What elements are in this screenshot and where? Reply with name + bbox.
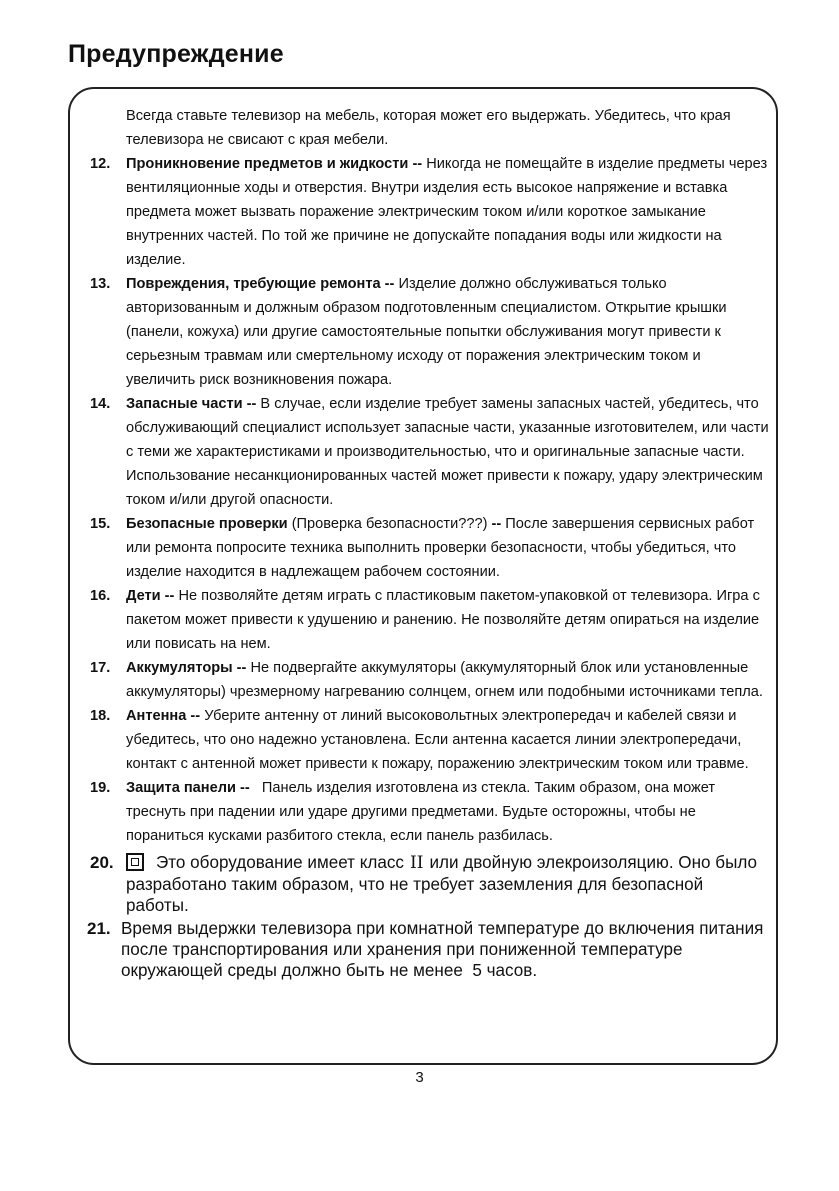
- item-number: 20.: [90, 853, 114, 872]
- page-number: 3: [415, 1069, 424, 1086]
- list-item-20: [90, 852, 770, 916]
- item-heading: Повреждения, требующие ремонта --: [126, 276, 395, 292]
- item-body: [126, 584, 770, 656]
- item-text: Не позволяйте детям играть с пластиковым пакетом-упаковкой от телевизора. Игра с пакетом может привести к удушению и ранению. Не позволяйте детям опираться на изделие или повисать на нем.: [126, 588, 760, 652]
- list-item-21: [87, 918, 770, 981]
- warning-list: [87, 104, 770, 981]
- list-item-14: [90, 392, 770, 512]
- item-text: (Проверка безопасности???): [287, 516, 492, 532]
- item-number: 17.: [90, 660, 111, 676]
- item-body: [126, 512, 770, 584]
- class-roman-numeral: II: [409, 853, 424, 873]
- item-body: [126, 392, 770, 512]
- item-number: 16.: [90, 588, 111, 604]
- list-item-12: [90, 152, 770, 272]
- item-number: 18.: [90, 708, 111, 724]
- item-text-continued: После завершения сервисных работ или ремонта попросите техника выполнить проверки безопасности, чтобы убедиться, что изделие находится в надлежащем рабочем состоянии.: [126, 516, 755, 580]
- item-text: Это оборудование имеет класс: [156, 853, 404, 872]
- double-insulation-icon: [126, 853, 144, 871]
- item-body: Время выдержки телевизора при комнатной температуре до включения питания после транспортирования или хранения при пониженной температуре окружающей среды должно быть не менее 5 часов.: [121, 919, 769, 980]
- item-text: Панель изделия изготовлена из стекла. Таким образом, она может треснуть при падении или ударе другими предметами. Будьте осторожны, чтобы не пораниться кусками разбитого стекла, если панель разбилась.: [126, 780, 720, 844]
- item-heading: Антенна --: [126, 708, 201, 724]
- item-number: 13.: [90, 276, 111, 292]
- item-text: Изделие должно обслуживаться только авторизованным и должным образом подготовленным специалистом. Открытие крышки (панели, кожуха) или другие самостоятельные попытки обслуживания могут привести к серьезным травмам или смертельному исходу от поражения электрическим током и увеличить риск возникновения пожара.: [126, 276, 727, 388]
- list-item-15: [90, 512, 770, 584]
- item-body: [126, 852, 770, 916]
- item-heading: Дети --: [126, 588, 175, 604]
- list-item-17: [90, 656, 770, 704]
- page-title: Предупреждение: [68, 40, 284, 68]
- item-text: Уберите антенну от линий высоковольтных электропередач и кабелей связи и убедитесь, что оно надежно установлена. Если антенна касается линии электропередачи, контакт с антенной может привести к пожару, поражению электрическим током или травме.: [126, 708, 749, 772]
- item-heading: Проникновение предметов и жидкости --: [126, 156, 423, 172]
- item-text-continued: или двойную элекроизоляцию. Оно было разработано таким образом, что не требует заземления для безопасной работы.: [126, 853, 758, 915]
- list-item-13: [90, 272, 770, 392]
- item-number: 21.: [87, 919, 111, 938]
- item-number: 19.: [90, 780, 111, 796]
- item-heading: Безопасные проверки: [126, 516, 288, 532]
- item-body: [126, 152, 770, 272]
- item-text: В случае, если изделие требует замены запасных частей, убедитесь, что обслуживающий специалист использует запасные части, указанные изготовителем, или части с теми же характеристиками и производительностью, что и оригинальные запасные части. Использование несанкционированных частей может привести к пожару, удару электрическим током и/или другой опасности.: [126, 396, 769, 508]
- item-text: Никогда не помещайте в изделие предметы через вентиляционные ходы и отверстия. Внутри изделия есть высокое напряжение и вставка предмета может вызвать поражение электрическим током и/или короткое замыкание внутренних частей. По той же причине не допускайте попадания воды или жидкости на изделие.: [126, 156, 768, 268]
- item-heading-dash: --: [491, 516, 502, 532]
- item-body: [126, 656, 770, 704]
- list-item-18: [90, 704, 770, 776]
- item-heading: Защита панели --: [126, 780, 250, 796]
- item-heading: Запасные части --: [126, 396, 257, 412]
- item-number: 15.: [90, 516, 111, 532]
- item-text: Не подвергайте аккумуляторы (аккумуляторный блок или установленные аккумуляторы) чрезмерному нагреванию солнцем, огнем или подобными источниками тепла.: [126, 660, 763, 700]
- list-item-16: [90, 584, 770, 656]
- intro-paragraph: Всегда ставьте телевизор на мебель, которая может его выдержать. Убедитесь, что края телевизора не свисают с края мебели.: [126, 108, 731, 148]
- item-heading: Аккумуляторы --: [126, 660, 247, 676]
- item-body: [126, 272, 770, 392]
- item-number: 14.: [90, 396, 111, 412]
- item-number: 12.: [90, 156, 111, 172]
- list-item-19: [90, 776, 770, 848]
- item-body: [126, 704, 770, 776]
- item-body: [126, 776, 770, 848]
